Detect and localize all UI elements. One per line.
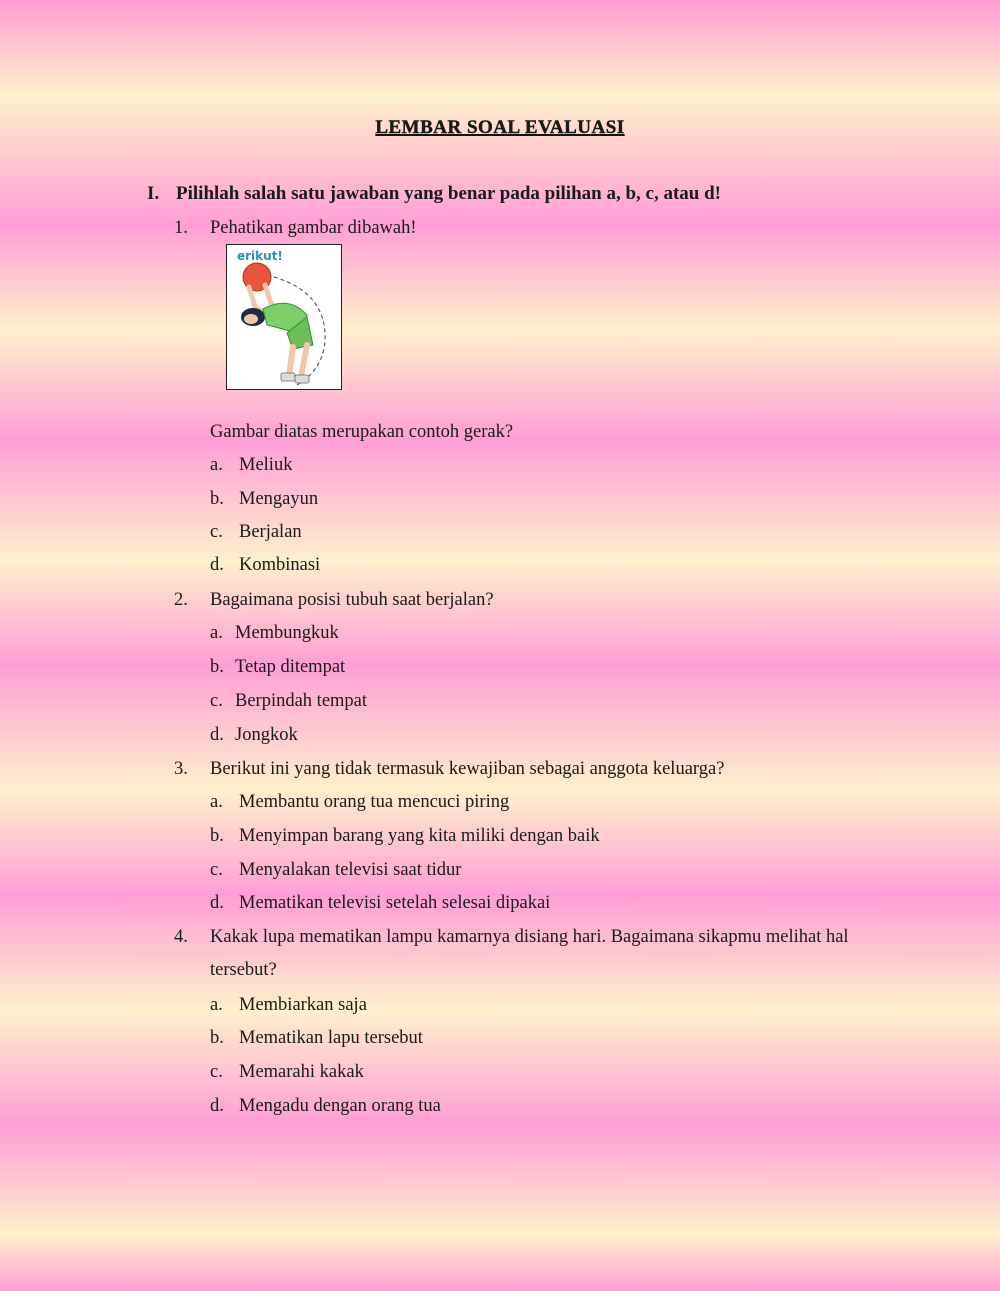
option-text: Berpindah tempat bbox=[235, 691, 368, 711]
option-2b bbox=[210, 657, 345, 678]
option-text: Membiarkan saja bbox=[239, 995, 367, 1015]
question-number: 2. bbox=[174, 590, 188, 610]
option-letter: b. bbox=[210, 1028, 224, 1048]
option-1b bbox=[210, 489, 318, 510]
option-text: Membantu orang tua mencuci piring bbox=[239, 792, 510, 812]
question-text: Bagaimana posisi tubuh saat berjalan? bbox=[210, 590, 494, 610]
option-3d bbox=[210, 893, 550, 914]
option-text: Mematikan televisi setelah selesai dipakai bbox=[239, 893, 551, 913]
option-letter: d. bbox=[210, 725, 224, 745]
section-instruction bbox=[147, 183, 721, 205]
option-2a bbox=[210, 623, 339, 644]
option-4d bbox=[210, 1096, 441, 1117]
option-text: Kombinasi bbox=[239, 555, 321, 575]
option-letter: d. bbox=[210, 1096, 224, 1116]
option-letter: a. bbox=[210, 623, 223, 643]
option-3c bbox=[210, 860, 461, 881]
question-number: 4. bbox=[174, 927, 188, 947]
option-text: Menyimpan barang yang kita miliki dengan baik bbox=[239, 826, 600, 846]
option-letter: b. bbox=[210, 489, 224, 509]
section-instruction-text: Pilihlah salah satu jawaban yang benar pada pilihan a, b, c, atau d! bbox=[176, 183, 721, 204]
option-letter: a. bbox=[210, 792, 223, 812]
question-3 bbox=[174, 759, 724, 780]
question-number: 3. bbox=[174, 759, 188, 779]
option-1d bbox=[210, 555, 320, 576]
option-3a bbox=[210, 792, 509, 813]
option-letter: b. bbox=[210, 657, 224, 677]
page-title: LEMBAR SOAL EVALUASI bbox=[375, 117, 625, 138]
figure-label: erikut! bbox=[237, 249, 283, 263]
option-2d bbox=[210, 725, 298, 746]
option-text: Tetap ditempat bbox=[235, 657, 346, 677]
bending-figure-illustration bbox=[227, 245, 343, 391]
option-letter: b. bbox=[210, 826, 224, 846]
option-4a bbox=[210, 995, 367, 1016]
option-letter: c. bbox=[210, 1062, 223, 1082]
question-text: Berikut ini yang tidak termasuk kewajiban sebagai anggota keluarga? bbox=[210, 759, 725, 779]
question-4-text: Kakak lupa mematikan lampu kamarnya disiang hari. Bagaimana sikapmu melihat hal tersebut? bbox=[210, 927, 849, 980]
question-4-number bbox=[174, 927, 210, 948]
option-text: Memarahi kakak bbox=[239, 1062, 364, 1082]
option-4b bbox=[210, 1028, 423, 1049]
option-text: Jongkok bbox=[235, 725, 298, 745]
question-2 bbox=[174, 590, 494, 611]
section-numeral: I. bbox=[147, 183, 160, 204]
option-letter: d. bbox=[210, 555, 224, 575]
option-letter: c. bbox=[210, 522, 223, 542]
option-letter: c. bbox=[210, 691, 223, 711]
option-text: Mematikan lapu tersebut bbox=[239, 1028, 423, 1048]
question-1 bbox=[174, 218, 417, 239]
option-text: Berjalan bbox=[239, 522, 302, 542]
question-text: Pehatikan gambar dibawah! bbox=[210, 218, 417, 238]
option-1c bbox=[210, 522, 302, 543]
question-figure bbox=[226, 244, 342, 390]
option-2c bbox=[210, 691, 367, 712]
option-text: Mengadu dengan orang tua bbox=[239, 1096, 441, 1116]
option-letter: a. bbox=[210, 455, 223, 475]
option-letter: a. bbox=[210, 995, 223, 1015]
option-3b bbox=[210, 826, 600, 847]
question-followup: Gambar diatas merupakan contoh gerak? bbox=[210, 422, 514, 442]
option-text: Meliuk bbox=[239, 455, 293, 475]
option-text: Menyalakan televisi saat tidur bbox=[239, 860, 462, 880]
option-1a bbox=[210, 455, 292, 476]
option-letter: c. bbox=[210, 860, 223, 880]
option-4c bbox=[210, 1062, 364, 1083]
question-number: 1. bbox=[174, 218, 188, 238]
option-letter: d. bbox=[210, 893, 224, 913]
option-text: Mengayun bbox=[239, 489, 319, 509]
option-text: Membungkuk bbox=[235, 623, 339, 643]
